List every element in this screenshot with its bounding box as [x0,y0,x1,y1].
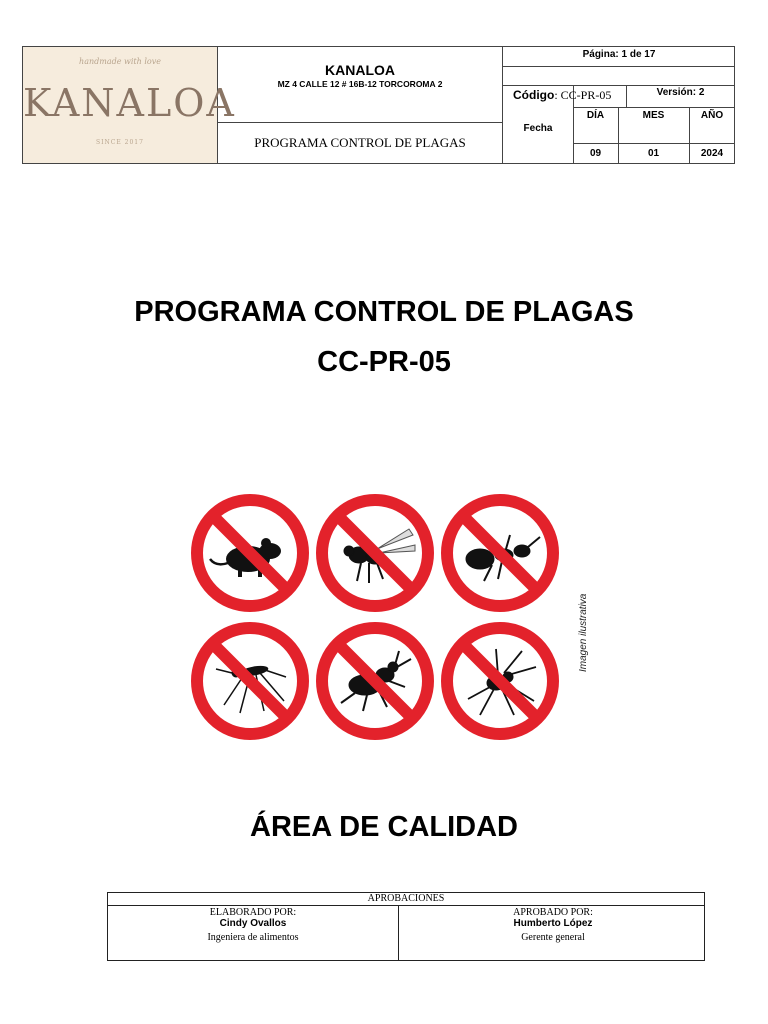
version: Versión: 2 [656,87,705,98]
divider [573,143,735,144]
logo-brand: KANALOA [23,81,236,125]
approved-name: Humberto López [513,918,593,929]
month-header: MES [642,110,665,121]
logo-tagline: handmade with love [79,57,161,66]
divider [503,66,735,67]
document-code [513,88,625,103]
wasp-icon [322,500,428,606]
approvals-table [107,892,705,961]
rat-icon [197,500,303,606]
company-info [218,47,503,123]
divider [573,107,735,108]
document-code-title: CC-PR-05 [317,346,451,378]
company-address: MZ 4 CALLE 12 # 16B-12 TORCOROMA 2 [277,79,443,89]
fly-icon [322,628,428,734]
program-name: PROGRAMA CONTROL DE PLAGAS [218,123,503,163]
elaborated-role: Ingeniera de alimentos [207,932,299,943]
approved-label: APROBADO POR: [513,907,593,918]
area-title: ÁREA DE CALIDAD [250,811,518,843]
logo-since: SINCE 2017 [96,139,144,146]
day-header: DÍA [586,110,605,121]
cockroach-icon [447,500,553,606]
approved-by [408,907,698,943]
month-value: 01 [647,148,660,159]
code-label: Código [513,88,555,102]
page-number: Página: 1 de 17 [582,49,656,60]
document-header [22,46,735,164]
illustration-caption: Imagen ilustrativa [578,593,589,672]
document-title: PROGRAMA CONTROL DE PLAGAS [134,296,634,328]
company-logo [23,47,236,163]
elaborated-label: ELABORADO POR: [209,907,297,918]
divider [398,905,399,960]
mosquito-icon [197,628,303,734]
elaborated-by [108,907,398,943]
year-header: AÑO [700,110,724,121]
approvals-title: APROBACIONES [108,893,704,906]
company-name: KANALOA [325,62,395,78]
elaborated-name: Cindy Ovallos [219,918,287,929]
year-value: 2024 [700,148,724,159]
pest-prohibition-illustration [185,485,565,750]
approved-role: Gerente general [521,932,585,943]
spider-icon [447,628,553,734]
day-value: 09 [589,148,602,159]
code-value: : CC-PR-05 [554,88,612,102]
date-label: Fecha [523,123,553,134]
divider [503,85,735,86]
